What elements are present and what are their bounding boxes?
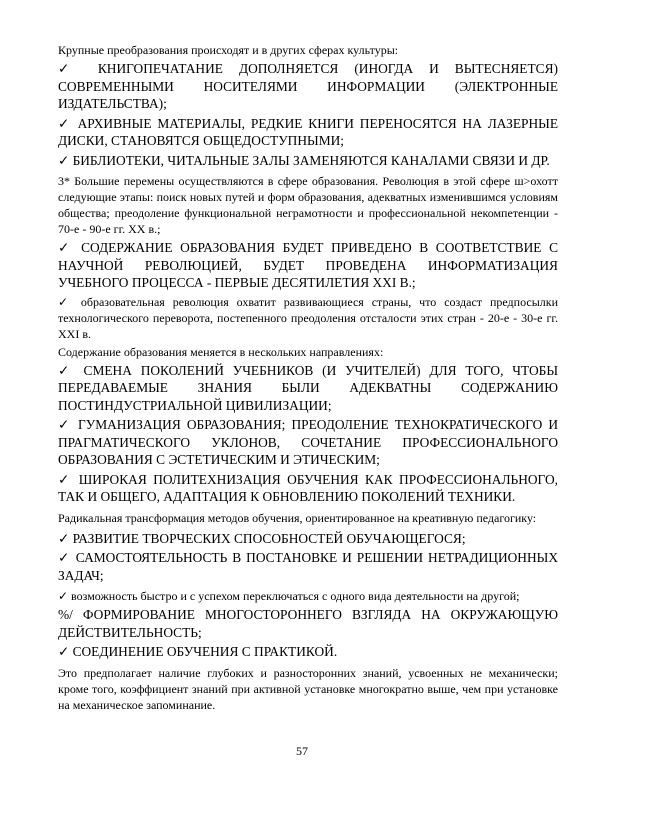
list-item-creative: ✓ РАЗВИТИЕ ТВОРЧЕСКИХ СПОСОБНОСТЕЙ ОБУЧАЮЩЕГОСЯ; xyxy=(58,530,466,546)
list-item-generations: ✓ СМЕНА ПОКОЛЕНИЙ УЧЕБНИКОВ (И УЧИТЕЛЕЙ) ДЛЯ ТОГО, ЧТОБЫ ПЕРЕДАВАЕМЫЕ ЗНАНИЯ БЫЛИ АДЕКВАТНЫ СОДЕРЖАНИЮ ПОСТИНДУСТРИАЛЬНОЙ ЦИВИЛИЗАЦИИ; xyxy=(58,362,558,413)
list-item-archives: ✓ АРХИВНЫЕ МАТЕРИАЛЫ, РЕДКИЕ КНИГИ ПЕРЕНОСЯТСЯ НА ЛАЗЕРНЫЕ ДИСКИ, СТАНОВЯТСЯ ОБЩЕДОСТУПНЫМИ; xyxy=(58,115,558,148)
paragraph-conclusion: Это предполагает наличие глубоких и разносторонних знаний, усвоенных не механически; кроме того, коэффициент знаний при активной установке многократно выше, чем при установке на механическое запоминание. xyxy=(58,665,558,712)
list-item-libraries: ✓ БИБЛИОТЕКИ, ЧИТАЛЬНЫЕ ЗАЛЫ ЗАМЕНЯЮТСЯ КАНАЛАМИ СВЯЗИ И ДР. xyxy=(58,152,550,168)
list-item-content: ✓ СОДЕРЖАНИЕ ОБРАЗОВАНИЯ БУДЕТ ПРИВЕДЕНО В СООТВЕТСТВИЕ С НАУЧНОЙ РЕВОЛЮЦИЕЙ, БУДЕТ ПРОВЕДЕНА ИНФОРМАТИЗАЦИЯ УЧЕБНОГО ПРОЦЕССА - ПЕРВЫЕ ДЕСЯТИЛЕТИЯ XXI В.; xyxy=(58,240,558,290)
document-page xyxy=(58,42,558,713)
page-number: 57 xyxy=(296,744,308,758)
list-item-outlook: %/ ФОРМИРОВАНИЕ МНОГОСТОРОННЕГО ВЗГЛЯДА НА ОКРУЖАЮЩУЮ ДЕЙСТВИТЕЛЬНОСТЬ; xyxy=(58,607,558,640)
list-item-independence: ✓ САМОСТОЯТЕЛЬНОСТЬ В ПОСТАНОВКЕ И РЕШЕНИИ НЕТРАДИЦИОННЫХ ЗАДАЧ; xyxy=(58,550,558,583)
list-item-practice: ✓ СОЕДИНЕНИЕ ОБУЧЕНИЯ С ПРАКТИКОЙ. xyxy=(58,644,338,659)
list-item-switching: ✓ возможность быстро и с успехом переключаться с одного вида деятельности на другой; xyxy=(58,589,520,603)
list-item-printing: ✓ КНИГОПЕЧАТАНИЕ ДОПОЛНЯЕТСЯ (ИНОГДА И ВЫТЕСНЯЕТСЯ) СОВРЕМЕННЫМИ НОСИТЕЛЯМИ ИНФОРМАЦИИ (ЭЛЕКТРОННЫЕ ИЗДАТЕЛЬСТВА); xyxy=(58,61,558,111)
list-item-polytechnic: ✓ ШИРОКАЯ ПОЛИТЕХНИЗАЦИЯ ОБУЧЕНИЯ КАК ПРОФЕССИОНАЛЬНОГО, ТАК И ОБЩЕГО, АДАПТАЦИЯ К ОБНОВЛЕНИЮ ПОКОЛЕНИЙ ТЕХНИКИ. xyxy=(58,471,558,504)
paragraph-content-directions: Содержание образования меняется в нескольких направлениях: xyxy=(58,344,384,359)
list-item-developing: ✓ образовательная революция охватит развивающиеся страны, что создаст предпосылки технологического переворота, постепенного преодоления отсталости этих стран - 20-е - 30-е гг. XXI в. xyxy=(58,294,558,341)
list-item-humanization: ✓ ГУМАНИЗАЦИЯ ОБРАЗОВАНИЯ; ПРЕОДОЛЕНИЕ ТЕХНОКРАТИЧЕСКОГО И ПРАГМАТИЧЕСКОГО УКЛОНОВ, СОЧЕТАНИЕ ПРОФЕССИОНАЛЬНОГО ОБРАЗОВАНИЯ С ЭСТЕТИЧЕСКИМ И ЭТИЧЕСКИМ; xyxy=(58,417,558,467)
paragraph-education-revolution: 3* Большие перемены осуществляются в сфере образования. Революция в этой сфере ш>охотт следующие этапы: поиск новых путей и форм образования, адекватных изменившимся условиям общества; преодоление функциональной неграмотности и профессиональной некомпетенции - 70-е - 90-е гг. XX в.; xyxy=(58,174,558,236)
paragraph-methods-transformation: Радикальная трансформация методов обучения, ориентированное на креативную педагогику: xyxy=(58,510,537,525)
paragraph-intro-culture: Крупные преобразования происходят и в других сферах культуры: xyxy=(58,43,399,57)
